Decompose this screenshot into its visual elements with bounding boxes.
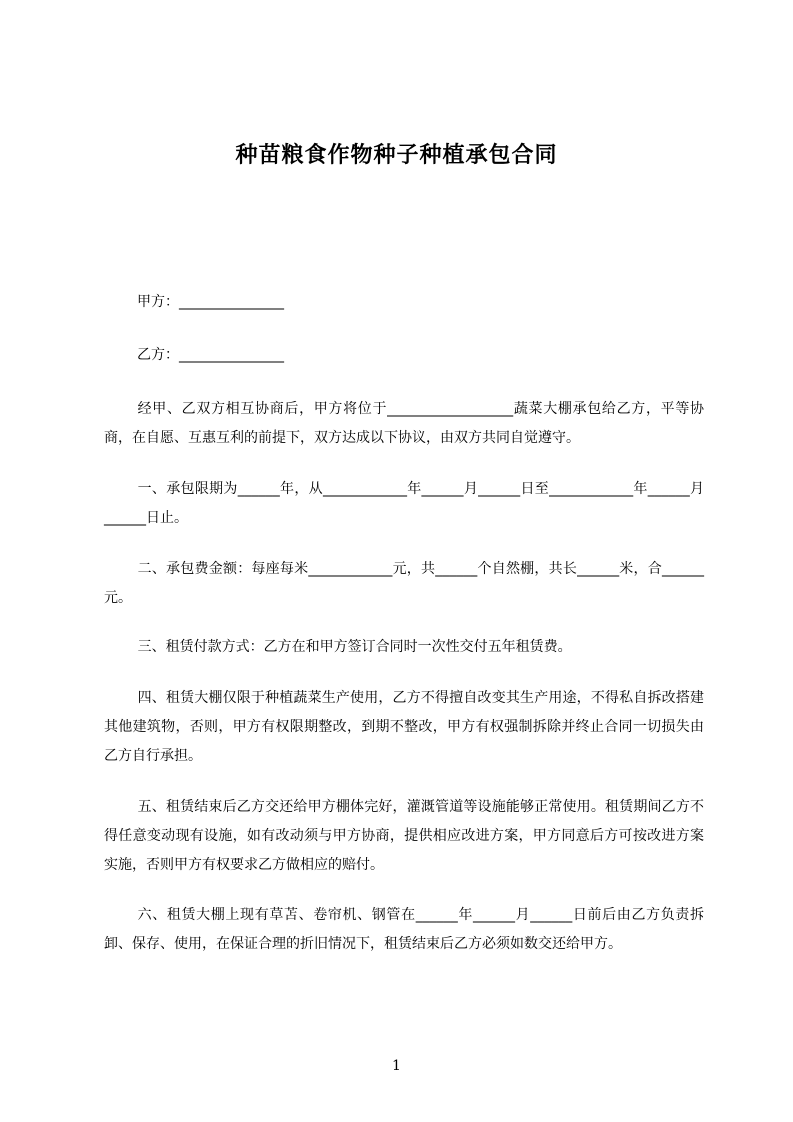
clause-1-term: 一、承包限期为______年，从____________年______月______日至____________年______月______日止。	[104, 481, 704, 526]
clause-2-fee: 二、承包费金额：每座每米____________元，共______个自然棚，共长______米，合______元。	[104, 561, 704, 606]
party-b-field: 乙方：_______________	[137, 347, 284, 363]
page-number: 1	[392, 1058, 401, 1074]
party-a-field: 甲方：_______________	[137, 294, 284, 310]
clause-4-usage: 四、租赁大棚仅限于种植蔬菜生产使用，乙方不得擅自改变其生产用途，不得私自拆改搭建其他建筑物，否则，甲方有权限期整改，到期不整改，甲方有权强制拆除并终止合同一切损失由乙方自行承担。	[104, 690, 704, 764]
intro-paragraph: 经甲、乙双方相互协商后，甲方将位于__________________蔬菜大棚承包给乙方，平等协商，在自愿、互惠互利的前提下，双方达成以下协议，由双方共同自觉遵守。	[104, 401, 704, 446]
clause-6-equipment: 六、租赁大棚上现有草苫、卷帘机、钢管在______年______月______日前后由乙方负责拆卸、保存、使用，在保证合理的折旧情况下，租赁结束后乙方必须如数交还给甲方。	[104, 907, 704, 952]
clause-3-payment: 三、租赁付款方式：乙方在和甲方签订合同时一次性交付五年租赁费。	[137, 639, 572, 655]
document-title: 种苗粮食作物种子种植承包合同	[235, 143, 558, 168]
clause-5-return: 五、租赁结束后乙方交还给甲方棚体完好，灌溉管道等设施能够正常使用。租赁期间乙方不得任意变动现有设施，如有改动须与甲方协商，提供相应改进方案，甲方同意后方可按改进方案实施，否则甲方有权要求乙方做相应的赔付。	[104, 799, 704, 873]
